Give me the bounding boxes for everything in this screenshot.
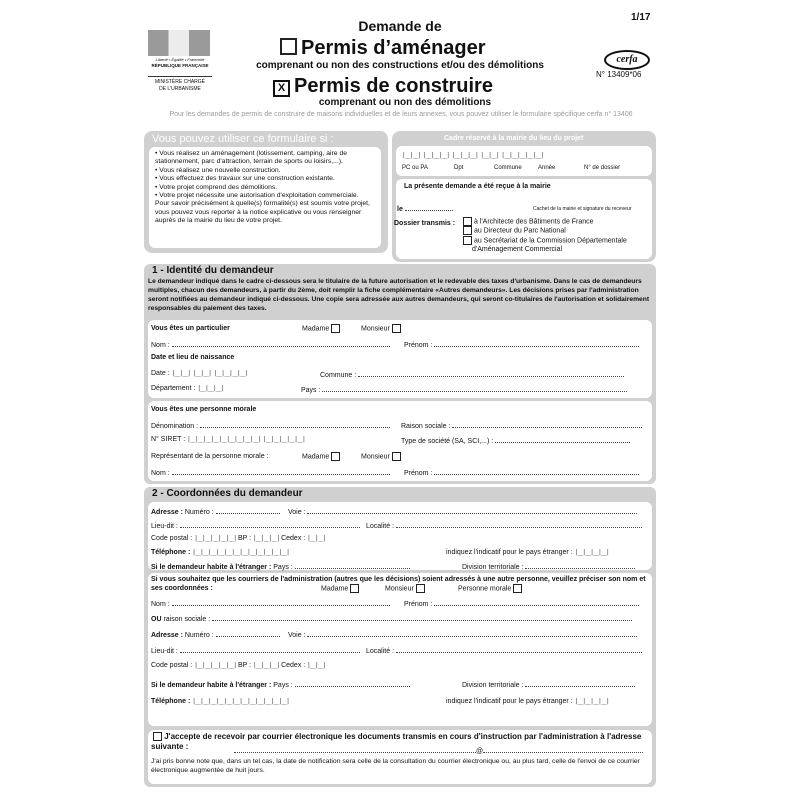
checkbox-permis-amenager[interactable] xyxy=(280,38,297,55)
le-label: le xyxy=(397,206,403,213)
option-cdac: au Secrétariat de la Commission Départementale d'Aménagement Commercial xyxy=(472,237,627,254)
other-monsieur[interactable] xyxy=(385,584,425,593)
le-field[interactable] xyxy=(397,203,453,214)
numero-label: Numéro : xyxy=(184,632,214,639)
numero-label: Numéro : xyxy=(184,509,214,516)
other-localite-field[interactable] xyxy=(366,645,642,656)
checkbox-cdac[interactable] xyxy=(463,236,472,245)
checkbox-other-morale[interactable] xyxy=(513,584,522,593)
option-parc: au Directeur du Parc National xyxy=(473,227,566,235)
madame-label: Madame xyxy=(302,453,330,461)
section1-title: 1 - Identité du demandeur xyxy=(152,265,274,276)
morale-label: Personne morale xyxy=(458,585,512,593)
usage-item: • Vous effectuez des travaux sur une construction existante. xyxy=(155,175,335,183)
checkbox-parc[interactable] xyxy=(463,226,472,235)
rep-prenom-field[interactable] xyxy=(404,467,639,478)
other-raison-field[interactable] xyxy=(151,613,632,624)
label-commune: Commune xyxy=(494,165,522,171)
autre-personne-panel xyxy=(148,573,652,726)
email-note: J'ai pris bonne note que, dans un tel cas, la date de notification sera celle de la consultation du courrier électronique ou, au plus tard, celle de l'envoi de ce courrier électronique augmentée de huit jours. xyxy=(151,758,640,774)
voie-field[interactable] xyxy=(288,506,637,517)
reception-panel xyxy=(396,179,652,259)
other-text-body: Si vous souhaitez que les courriers de l'administration (autres que les décisions) soient adressés à une autre personne, veuillez préciser son nom et ses coordonnées : xyxy=(151,576,646,592)
particulier-panel xyxy=(148,320,652,398)
voie-label: Voie : xyxy=(288,632,306,639)
pays-label: Pays : xyxy=(273,564,293,571)
usage-item: • Votre projet comprend des démolitions. xyxy=(155,183,278,191)
cerfa-number: N° 13409*06 xyxy=(596,70,642,79)
other-indicatif-field[interactable]: indiquez l'indicatif pour le pays étranger : |__|__|__|__| xyxy=(446,698,609,705)
other-division-field[interactable] xyxy=(462,679,635,690)
representant-label: Représentant de la personne morale : xyxy=(151,453,269,460)
option-abf: à l'Architecte des Bâtiments de France xyxy=(473,218,594,226)
nom-label: Nom : xyxy=(151,470,170,477)
adresse-label: Adresse : xyxy=(151,509,183,516)
etranger-field[interactable] xyxy=(151,561,410,572)
transmis-options xyxy=(461,217,647,254)
checkbox-madame[interactable] xyxy=(331,324,340,333)
adresse-panel xyxy=(148,502,652,570)
other-etranger-field[interactable] xyxy=(151,679,410,690)
motto: Liberté • Égalité • Fraternité xyxy=(155,57,205,62)
division-label: Division territoriale : xyxy=(462,682,524,689)
section1-intro: Le demandeur indiqué dans le cadre ci-dessous sera le titulaire de la future autorisation et le redevable des taxes d'urbanisme. Dans le cas de demandeurs multiples, chacun des demandeurs, à partir du 2ème, doit remplir la fiche complémentaire «Autres demandeurs». Les décisions prises par l'administration seront notifiées au demandeur indiqué ci-dessous. Une copie sera adressée aux autres demandeurs, qui seront co-titulaires de l'autorisation et solidairement responsables du paiement des taxes. xyxy=(148,278,650,312)
bp-label: BP : xyxy=(237,662,252,669)
dossier-number-panel: |__|__| |__|__|__| |__|__|__| |__|__| |__|__|__|__|__| PC ou PA Dpt Commune Année N° de dossier xyxy=(396,146,652,176)
title2-text: Permis de construire xyxy=(294,75,493,97)
nom-field[interactable] xyxy=(151,339,390,350)
lieudit-label: Lieu-dit : xyxy=(151,648,178,655)
raison-label: Raison sociale : xyxy=(401,423,451,430)
usage-item: • Vous réalisez un aménagement (lotissement, camping, aire de stationnement, parc d'attraction, terrain de sports ou loisirs,...). xyxy=(155,150,348,166)
cp-label: Code postal : xyxy=(151,662,193,669)
indicatif-field[interactable]: indiquez l'indicatif pour le pays étranger : |__|__|__|__| xyxy=(446,549,609,556)
republique-logo xyxy=(144,26,216,102)
page-number: 1/17 xyxy=(631,12,651,23)
type-label: Type de société (SA, SCI,...) : xyxy=(401,438,494,445)
bp-label: BP : xyxy=(237,535,252,542)
usage-item: • Votre projet nécessite une autorisation d'exploitation commerciale. xyxy=(155,192,359,200)
cerfa-logo: cerfa xyxy=(604,50,650,70)
date-field[interactable]: Date : |__|__| |__|__| |__|__|__|__| xyxy=(151,370,248,377)
commune-field[interactable] xyxy=(320,369,624,380)
adresse-label: Adresse : xyxy=(151,632,183,639)
email-panel xyxy=(148,730,652,784)
title-permis-construire xyxy=(273,74,493,98)
pays-label: Pays : xyxy=(273,682,293,689)
type-societe-field[interactable] xyxy=(401,435,630,446)
other-voie-field[interactable] xyxy=(288,629,637,640)
division-field[interactable] xyxy=(462,561,635,572)
other-numero-field[interactable] xyxy=(151,629,280,640)
rep-madame[interactable] xyxy=(302,452,340,461)
localite-label: Localité : xyxy=(366,648,395,655)
checkbox-other-madame[interactable] xyxy=(350,584,359,593)
usage-box xyxy=(144,131,388,253)
checkbox-email[interactable] xyxy=(153,732,162,741)
telephone-field[interactable]: Téléphone : |__|__|__|__|__|__|__|__|__|__|__|__| xyxy=(151,549,289,556)
ministry-line2: DE L'URBANISME xyxy=(159,86,201,92)
label-dossier: N° de dossier xyxy=(584,165,621,171)
date-label: Date : xyxy=(151,370,170,377)
cedex-label: Cedex : xyxy=(281,662,306,669)
header-sub1: comprenant ou non des constructions et/ou des démolitions xyxy=(256,60,544,71)
particulier-label: Vous êtes un particulier xyxy=(151,325,230,332)
usage-box-title: Vous pouvez utiliser ce formulaire si : xyxy=(152,133,334,145)
prenom-label: Prénom : xyxy=(404,470,433,477)
other-lieudit-field[interactable] xyxy=(151,645,360,656)
usage-list xyxy=(155,150,377,226)
civility-monsieur[interactable] xyxy=(361,324,401,333)
checkbox-monsieur[interactable] xyxy=(392,324,401,333)
morale-label: Vous êtes une personne morale xyxy=(151,406,257,413)
section-coordonnees xyxy=(144,487,656,787)
usage-item: • Vous réalisez une nouvelle construction. xyxy=(155,166,281,174)
reserved-title: Cadre réservé à la mairie du lieu du projet xyxy=(444,135,584,142)
voie-label: Voie : xyxy=(288,509,306,516)
nom-label: Nom : xyxy=(151,601,170,608)
republique-text: RÉPUBLIQUE FRANÇAISE xyxy=(151,63,209,68)
siret-field[interactable]: N° SIRET : |__|__|__|__|__|__|__|__|__| |__|__|__|__|__| xyxy=(151,436,305,443)
checkbox-rep-madame[interactable] xyxy=(331,452,340,461)
label-pc-pa: PC ou PA xyxy=(402,165,428,171)
usage-footer: Pour savoir précisément à quelle(s) formalité(s) est soumis votre projet, vous pouvez vous reporter à la notice explicative ou vous renseigner auprès de la mairie du lieu de votre projet. xyxy=(155,200,370,225)
codepostal-field[interactable]: Code postal : |__|__|__|__|__| BP : |__|__|__| Cedex : |__|__| xyxy=(151,535,326,542)
raison-field[interactable] xyxy=(401,420,642,431)
received-text: La présente demande a été reçue à la mairie xyxy=(404,183,551,190)
localite-label: Localité : xyxy=(366,523,395,530)
denomination-label: Dénomination : xyxy=(151,423,199,430)
nom-label: Nom : xyxy=(151,342,170,349)
monsieur-label: Monsieur xyxy=(361,325,390,333)
ministry-line1: MINISTÈRE CHARGÉ xyxy=(154,79,205,85)
pays-field[interactable] xyxy=(301,384,627,395)
marianne-icon xyxy=(148,30,210,56)
morale-panel xyxy=(148,401,652,481)
other-prenom-field[interactable] xyxy=(404,598,639,609)
label-annee: Année xyxy=(538,165,556,171)
header-note: Pour les demandes de permis de construire de maisons individuelles et de leurs annexes, vous pouvez utiliser le formulaire spécifique cerfa n° 13406 xyxy=(169,111,633,118)
transmis-label: Dossier transmis : xyxy=(394,220,456,227)
particulier-row xyxy=(151,324,230,333)
at-sign: @ xyxy=(476,748,484,755)
other-codepostal-field[interactable]: Code postal : |__|__|__|__|__| BP : |__|__|__| Cedex : |__|__| xyxy=(151,662,326,669)
denomination-field[interactable] xyxy=(151,420,390,431)
checkbox-rep-monsieur[interactable] xyxy=(392,452,401,461)
etranger-label: Si le demandeur habite à l'étranger : xyxy=(151,682,272,689)
rep-nom-field[interactable] xyxy=(151,467,390,478)
monsieur-label: Monsieur xyxy=(385,585,414,593)
departement-label: Département : xyxy=(151,385,196,392)
reserved-box xyxy=(392,131,656,262)
header-line1: Demande de xyxy=(358,18,442,34)
naissance-label: Date et lieu de naissance xyxy=(151,354,235,361)
title-permis-amenager xyxy=(278,36,486,60)
prenom-field[interactable] xyxy=(404,339,639,350)
other-nom-field[interactable] xyxy=(151,598,390,609)
civility-madame[interactable] xyxy=(302,324,340,333)
rep-monsieur[interactable] xyxy=(361,452,401,461)
checkbox-other-monsieur[interactable] xyxy=(416,584,425,593)
email-accept-text: J'accepte de recevoir par courrier électronique les documents transmis en cours d'instruction par l'administration à l'adresse suivante : xyxy=(151,732,642,751)
madame-label: Madame xyxy=(321,585,349,593)
cedex-label: Cedex : xyxy=(281,535,306,542)
stamp-text: Cachet de la mairie et signature du receveur xyxy=(533,206,632,212)
checkbox-permis-construire[interactable]: X xyxy=(273,80,290,97)
section-identite xyxy=(144,264,656,484)
ou-label: OU xyxy=(151,616,162,623)
pays-label: Pays : xyxy=(301,387,321,394)
label-dpt: Dpt xyxy=(454,165,464,171)
prenom-label: Prénom : xyxy=(404,342,433,349)
checkbox-abf[interactable] xyxy=(463,217,472,226)
section2-title: 2 - Coordonnées du demandeur xyxy=(152,488,303,499)
cp-label: Code postal : xyxy=(151,535,193,542)
commune-label: Commune : xyxy=(320,372,357,379)
indicatif-label: indiquez l'indicatif pour le pays étranger : xyxy=(446,549,573,556)
other-morale[interactable] xyxy=(458,584,522,593)
madame-label: Madame xyxy=(302,325,330,333)
siret-label: N° SIRET : xyxy=(151,436,186,443)
telephone-label: Téléphone : xyxy=(151,698,191,705)
title1-text: Permis d’aménager xyxy=(301,37,486,59)
division-label: Division territoriale : xyxy=(462,564,524,571)
etranger-label: Si le demandeur habite à l'étranger : xyxy=(151,564,272,571)
localite-field[interactable] xyxy=(366,520,642,531)
email-field[interactable] xyxy=(234,745,643,756)
prenom-label: Prénom : xyxy=(404,601,433,608)
indicatif-label: indiquez l'indicatif pour le pays étranger : xyxy=(446,698,573,705)
numero-field[interactable] xyxy=(151,506,280,517)
departement-field[interactable]: Département : |__|__|__| xyxy=(151,385,224,392)
lieudit-field[interactable] xyxy=(151,520,360,531)
lieudit-label: Lieu-dit : xyxy=(151,523,178,530)
monsieur-label: Monsieur xyxy=(361,453,390,461)
other-madame[interactable] xyxy=(321,584,359,593)
raison-label: raison sociale : xyxy=(163,616,211,623)
header-sub2: comprenant ou non des démolitions xyxy=(318,97,492,108)
telephone-label: Téléphone : xyxy=(151,549,191,556)
other-telephone-field[interactable]: Téléphone : |__|__|__|__|__|__|__|__|__|__|__|__| xyxy=(151,698,289,705)
